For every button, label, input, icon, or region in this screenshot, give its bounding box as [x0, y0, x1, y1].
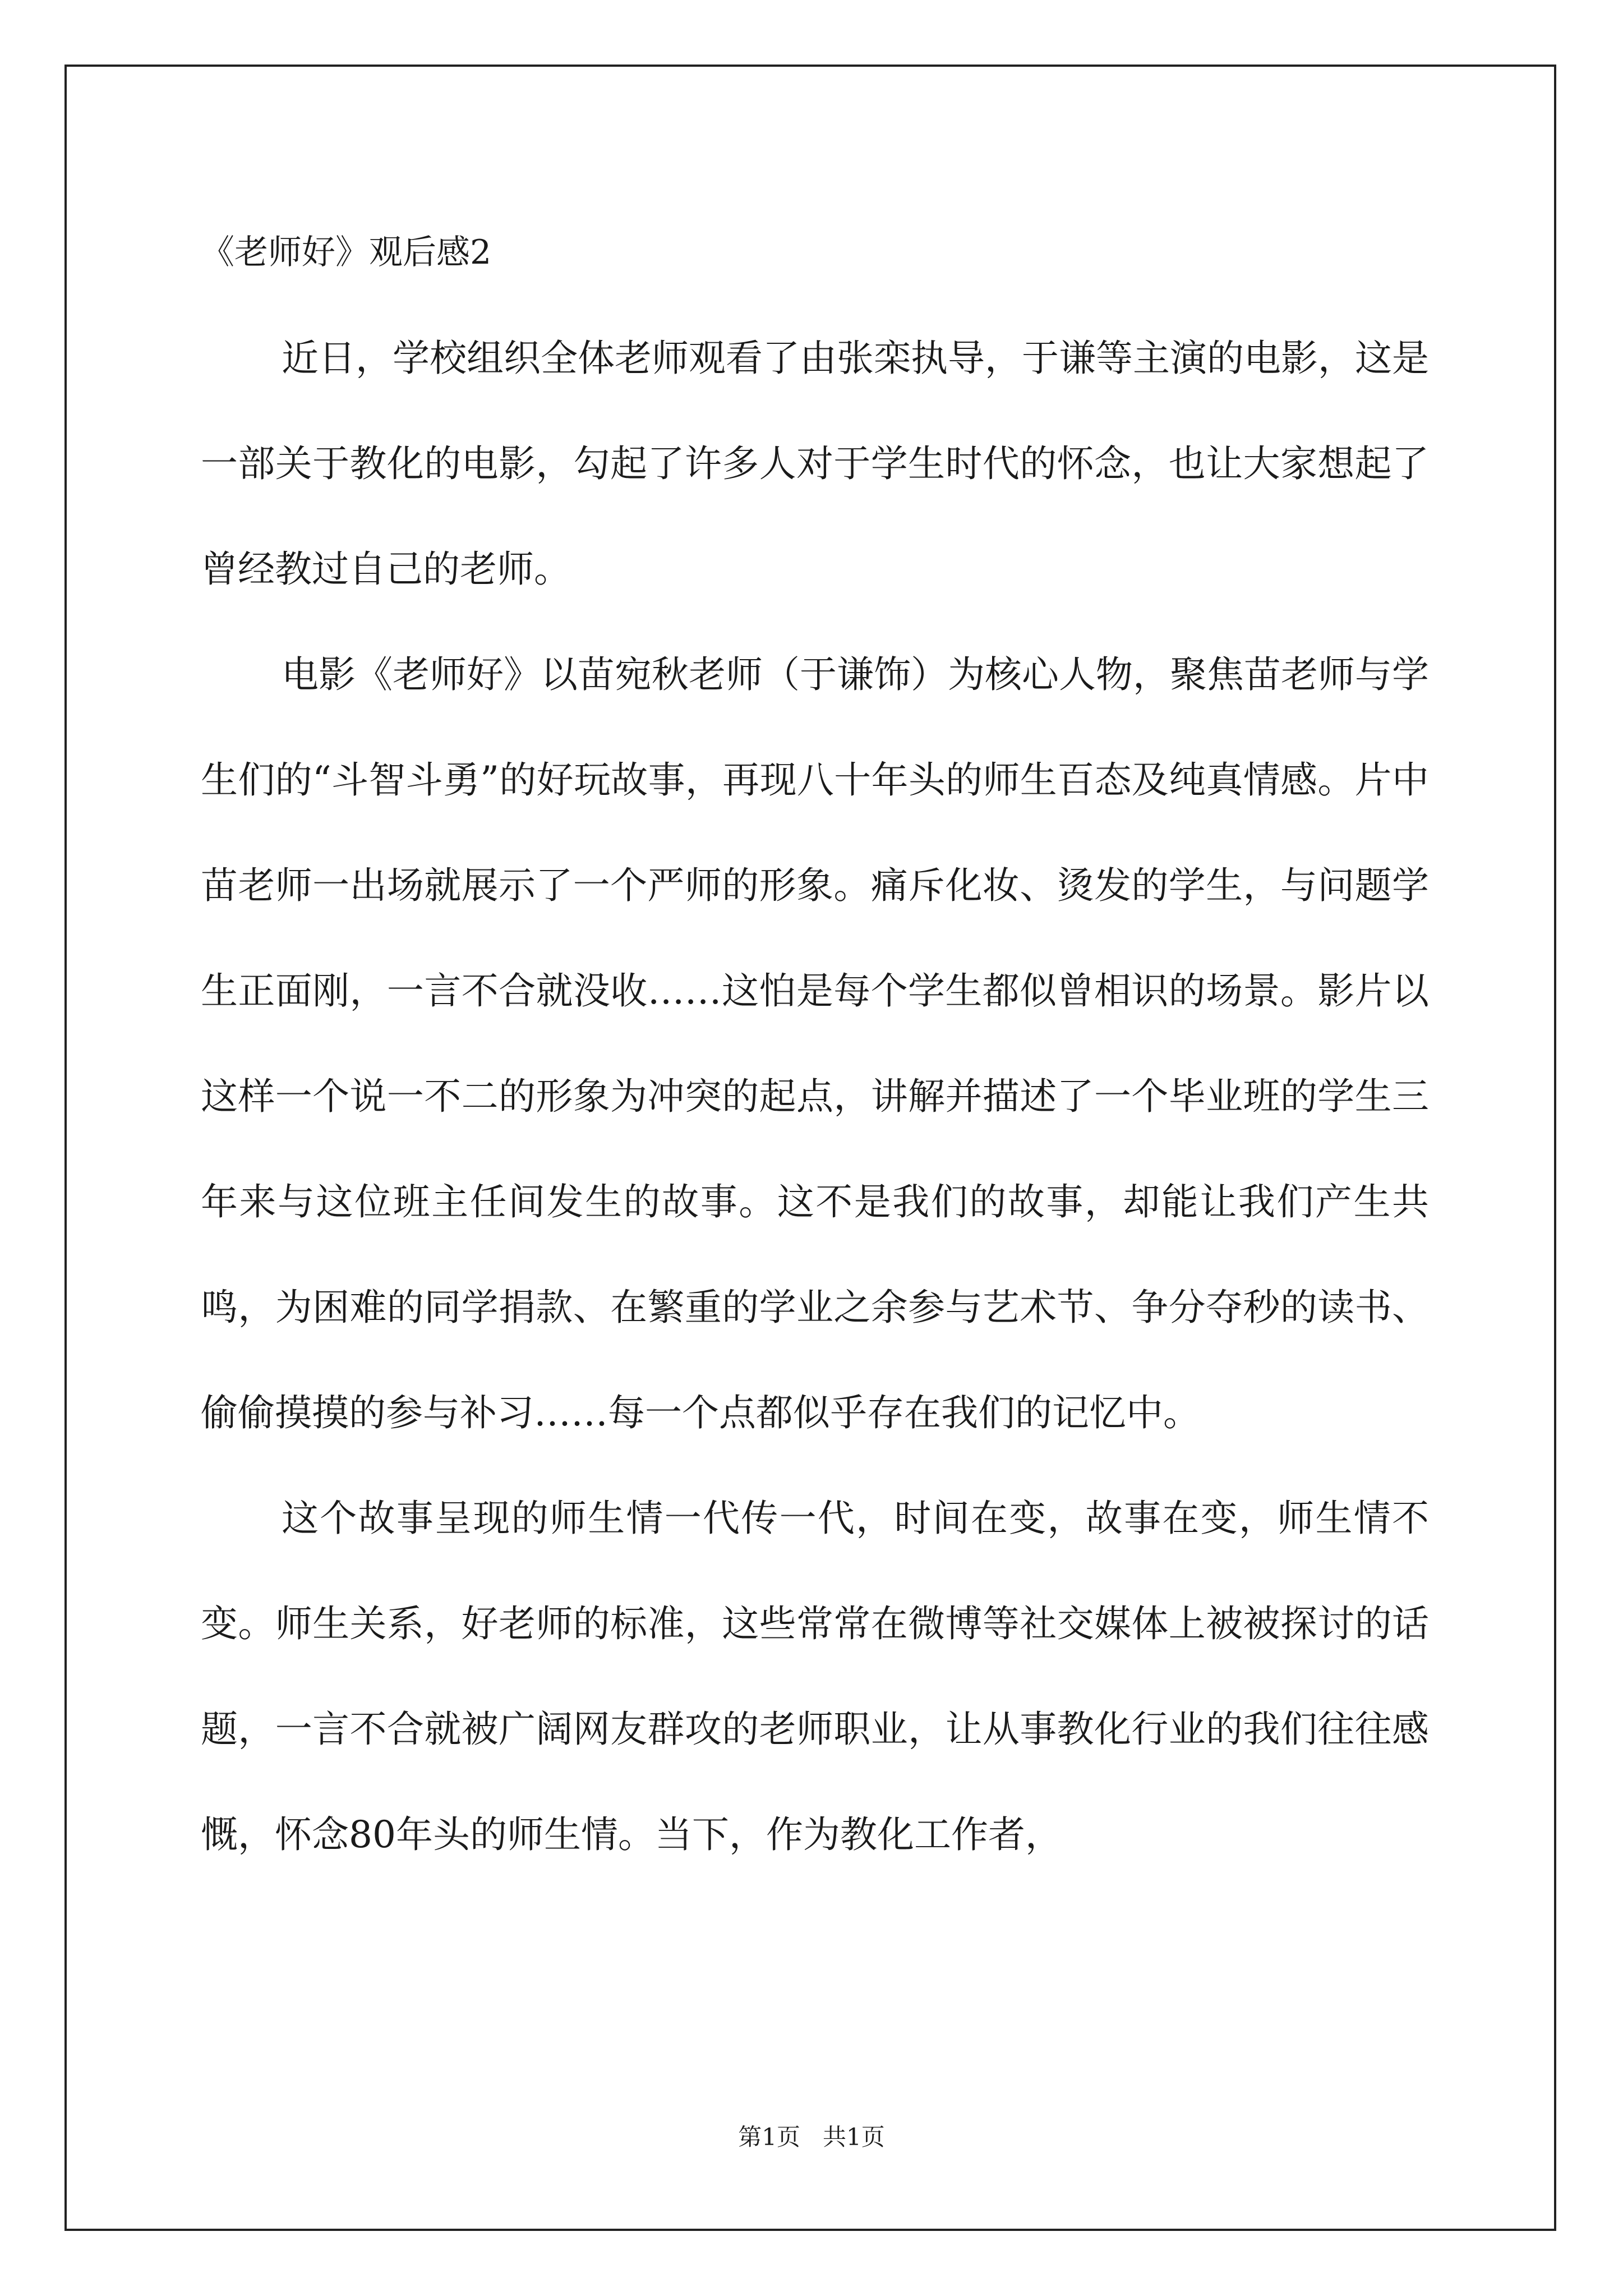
- document-body: [201, 216, 1429, 1888]
- paragraph-1: 近日，学校组织全体老师观看了由张栾执导，于谦等主演的电影，这是一部关于教化的电影，勾起了许多人对于学生时代的怀念，也让大家想起了曾经教过自己的老师。: [201, 337, 1429, 591]
- paragraph-2: 电影《老师好》以苗宛秋老师（于谦饰）为核心人物，聚焦苗老师与学生们的“斗智斗勇”的好玩故事，再现八十年头的师生百态及纯真情感。片中苗老师一出场就展示了一个严师的形象。痛斥化妆、烫发的学生，与问题学生正面刚，一言不合就没收……这怕是每个学生都似曾相识的场景。影片以这样一个说一不二的形象为冲突的起点，讲解并描述了一个毕业班的学生三年来与这位班主任间发生的故事。这不是我们的故事，却能让我们产生共鸣，为困难的同学捐款、在繁重的学业之余参与艺术节、争分夺秒的读书、偷偷摸摸的参与补习……每一个点都似乎存在我们的记忆中。: [201, 653, 1429, 1434]
- page-footer: 第1页 共1页: [738, 2123, 885, 2151]
- paragraph-3: 这个故事呈现的师生情一代传一代，时间在变，故事在变，师生情不变。师生关系，好老师的标准，这些常常在微博等社交媒体上被被探讨的话题，一言不合就被广阔网友群攻的老师职业，让从事教化行业的我们往往感慨，怀念80年头的师生情。当下，作为教化工作者，: [201, 1497, 1429, 1856]
- document-title: 《老师好》观后感2: [201, 233, 492, 272]
